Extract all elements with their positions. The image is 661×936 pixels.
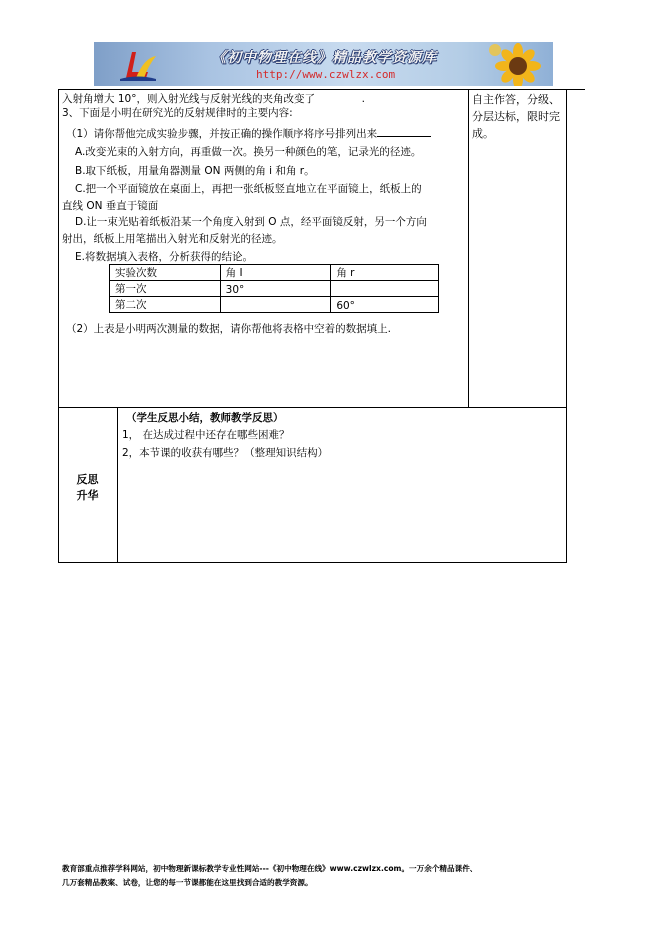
blank-dot: . <box>361 93 365 105</box>
table-cell-empty[interactable] <box>220 297 331 313</box>
banner-title: 《初中物理在线》精品教学资源库 <box>212 50 437 66</box>
section-label-line-2: 升华 <box>76 489 99 502</box>
section-label-line-1: 反思 <box>76 473 99 486</box>
banner-url[interactable]: http://www.czwlzx.com <box>256 68 396 81</box>
row-divider <box>58 407 567 408</box>
column-divider-bottom <box>117 407 118 563</box>
reflection-item-1: 1， 在达成过程中还存在哪些困难？ <box>122 429 290 441</box>
table-cell: 第二次 <box>110 297 221 313</box>
header-banner <box>94 42 553 86</box>
footer-line-1: 教育部重点推荐学科网站，初中物理新课标教学专业性网站---《初中物理在线》www.czwlzx.com。一万余个精品课件、 <box>62 864 478 873</box>
column-divider-top <box>468 89 469 407</box>
text-line-1 <box>62 92 365 106</box>
reflection-heading: （学生反思小结，教师教学反思） <box>126 412 284 424</box>
header-rule <box>553 89 585 90</box>
step-d-continued: 射出，纸板上用笔描出入射光和反射光的径迹。 <box>62 233 283 245</box>
header-cell-angle-i: 角 I <box>220 265 331 281</box>
page-footer <box>62 862 477 890</box>
section-label <box>58 472 117 504</box>
step-c-continued: 直线 ON 垂直于镜面 <box>62 200 159 212</box>
table-cell: 30° <box>220 281 331 297</box>
header-cell-trial: 实验次数 <box>110 265 221 281</box>
step-d: D.让一束光贴着纸板沿某一个角度入射到 O 点，经平面镜反射，另一个方向 <box>75 216 427 228</box>
step-a: A.改变光束的入射方向，再重做一次。换另一种颜色的笔，记录光的径迹。 <box>75 146 422 158</box>
text-line-2: 3、下面是小明在研究光的反射规律时的主要内容: <box>62 107 293 119</box>
table-row <box>110 281 439 297</box>
table-header-row <box>110 265 439 281</box>
table-cell: 60° <box>331 297 439 313</box>
step-order-question: （1）请你帮他完成实验步骤，并按正确的操作顺序将序号排列出来 <box>66 128 378 140</box>
header-cell-angle-r: 角 r <box>331 265 439 281</box>
measurement-table <box>109 264 439 313</box>
site-logo-icon <box>118 48 158 82</box>
step-b: B.取下纸板，用量角器测量 ON 两侧的角 i 和角 r。 <box>75 165 315 177</box>
reflection-item-2: 2，本节课的收获有哪些？（整理知识结构） <box>122 447 329 459</box>
side-note: 自主作答，分级、分层达标，限时完成。 <box>472 93 560 140</box>
angle-change-question: 入射角增大 10°，则入射光线与反射光线的夹角改变了 <box>62 93 315 105</box>
table-cell: 第一次 <box>110 281 221 297</box>
footer-line-2: 几万套精品教案、试卷，让您的每一节课都能在这里找到合适的教学资源。 <box>62 878 313 887</box>
text-line-3 <box>66 126 431 141</box>
table-row <box>110 297 439 313</box>
sunflower-icon <box>487 42 549 86</box>
fill-table-instruction: （2）上表是小明两次测量的数据，请你帮他将表格中空着的数据填上. <box>66 323 392 335</box>
step-c: C.把一个平面镜放在桌面上，再把一张纸板竖直地立在平面镜上，纸板上的 <box>75 183 422 195</box>
answer-blank[interactable] <box>377 126 431 137</box>
table-cell-empty[interactable] <box>331 281 439 297</box>
step-e: E.将数据填入表格，分析获得的结论。 <box>75 251 253 263</box>
